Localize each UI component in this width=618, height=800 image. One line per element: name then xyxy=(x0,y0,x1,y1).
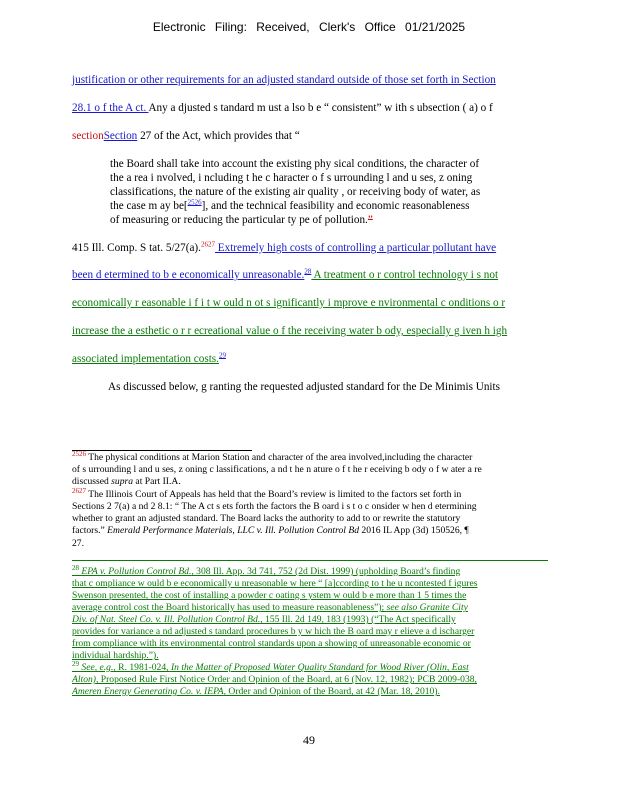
citation-text: 415 Ill. Comp. S tat. 5/27(a). xyxy=(72,242,201,254)
case-citation: Ameren Energy Generating Co. v. IEPA xyxy=(72,686,224,697)
quote-line-3: classifications, the nature of the existing air quality , or receiving body of water, as xyxy=(110,186,481,198)
footnote-3-line-8: individual hardship.”). xyxy=(72,650,159,661)
footnote-1-line-1 xyxy=(72,449,473,464)
body-line-6 xyxy=(72,296,505,310)
footnote-text: , 308 Ill. App. 3d 741, 752 (2d Dist. 1999) (upholding Board’s finding xyxy=(191,566,461,577)
inserted-text: Extremely high costs of controlling a particular pollutant have xyxy=(214,242,497,254)
footnote-2-line-3: whether to grant an adjusted standard. The Board lacks the authority to add to or rewrite the statutory xyxy=(72,513,461,524)
body-text: of measuring or reducing the particular ty pe of pollution. xyxy=(110,214,368,226)
footnote-1-line-3 xyxy=(72,476,181,488)
inserted-text: 28.1 o f the A ct. xyxy=(72,102,149,114)
footnote-text: The Illinois Court of Appeals has held that the Board’s review is limited to the factors set forth in xyxy=(86,489,462,500)
body-line-7 xyxy=(72,324,507,338)
footnote-2-line-2: Sections 2 7(a) a nd 2 8.1: “ The A ct s ets forth the factors the B oard i s t o c onsider w hen d etermining xyxy=(72,501,477,512)
body-text: ], and the technical feasibility and economic reasonableness xyxy=(201,200,470,212)
body-line-2 xyxy=(72,101,493,115)
footnote-text: at Part II.A. xyxy=(133,476,181,487)
footnote-ref[interactable]: 2627 xyxy=(200,240,215,249)
moved-footnote-rule xyxy=(72,560,548,561)
footnote-3-line-7: from compliance with its environmental control standards upon a showing of unreasonable economic or xyxy=(72,638,471,649)
footnote-text: The physical conditions at Marion Station and character of the area involved,including the character xyxy=(86,452,473,463)
body-text: Any a djusted s tandard m ust a lso b e “ consistent” w ith s ubsection ( a) o f xyxy=(148,102,493,114)
footnote-2-line-4 xyxy=(72,525,469,537)
footnote-text: factors.” xyxy=(72,525,108,536)
footnote-text: , Order and Opinion of the Board, at 42 (Mar. 18, 2010). xyxy=(223,686,440,697)
body-text: 27 of the Act, which provides that “ xyxy=(137,130,300,142)
inserted-text: Section xyxy=(103,130,138,142)
footnote-number: 28 xyxy=(72,563,79,572)
moved-text: economically r easonable i f i t w ould n ot s ignificantly i mprove e nvironmental c onditions o r xyxy=(72,297,506,309)
footnote-number: 2627 xyxy=(72,486,86,495)
case-citation: Emerald Performance Materials, LLC v. Ill. Pollution Control Bd xyxy=(107,525,359,536)
footnote-text: , 155 Ill. 2d 149, 183 (1993) (“The Act specifically xyxy=(260,614,456,625)
moved-text: A treatment o r control technology i s not xyxy=(311,269,499,281)
footnote-ref[interactable]: 29 xyxy=(218,351,226,360)
footnote-text: 2016 IL App (3d) 150526, ¶ xyxy=(359,525,469,536)
body-line-4 xyxy=(72,241,496,255)
quote-line-5 xyxy=(110,213,373,227)
case-citation: see also Granite City xyxy=(386,602,468,613)
case-citation: Div. of Nat. Steel Co. v. Ill. Pollution Control Bd. xyxy=(72,614,261,625)
footnote-4-line-3 xyxy=(72,686,440,698)
footnote-1-line-2: of s urrounding l and u ses, z oning c lassifications, a nd t he n ature o f t he r eceiving b ody o f w ater a re xyxy=(72,464,482,475)
footnote-3-line-3: Swenson presented, the cost of installing a powder c oating s ystem w ould b e more than 1 5 times the xyxy=(72,590,467,601)
footnote-3-line-2: that c ompliance w ould b e economically u nreasonable w here “ [a]ccording to t he u ncontested f igures xyxy=(72,578,478,589)
footnote-text: , Proposed Rule First Notice Order and Opinion of the Board, at 6 (Nov. 12, 1982); PCB 2009-038, xyxy=(95,674,477,685)
moved-text: associated implementation costs. xyxy=(72,353,219,365)
footnote-4-line-1 xyxy=(72,659,469,674)
case-citation: EPA v. Pollution Control Bd. xyxy=(79,566,192,577)
footnote-italic: supra xyxy=(111,476,134,487)
case-citation: Alton) xyxy=(72,674,96,685)
footnote-ref[interactable]: 2526 xyxy=(187,198,202,207)
footnote-2-line-5: 27. xyxy=(72,538,84,549)
footnote-number: 29 xyxy=(72,659,79,668)
inserted-text: been d etermined to b e economically unreasonable. xyxy=(72,269,305,281)
footnote-3-line-4 xyxy=(72,602,468,614)
body-text: the case m ay be[ xyxy=(110,200,188,212)
body-line-9: As discussed below, g ranting the requested adjusted standard for the De Minimis Units xyxy=(108,381,501,393)
footnote-ref[interactable]: 28 xyxy=(304,267,312,276)
body-line-1 xyxy=(72,73,496,87)
footnote-rule xyxy=(72,450,252,451)
quote-line-1: the Board shall take into account the existing phy sical conditions, the character of xyxy=(110,158,480,170)
case-citation: In the Matter of Proposed Water Quality Standard for Wood River (Olin, East xyxy=(170,662,469,673)
moved-text: increase the a esthetic o r r ecreational value o f the receiving water b ody, especially g iven h igh xyxy=(72,325,508,337)
body-line-8 xyxy=(72,352,226,366)
footnote-3-line-6: provides for variance a nd adjusted s tandard procedures b y w hich the B oard may r elieve a d ischarger xyxy=(72,626,475,637)
body-line-3 xyxy=(72,129,300,143)
quote-line-4 xyxy=(110,199,469,213)
footnote-4-line-2 xyxy=(72,674,477,686)
footnote-2-line-1 xyxy=(72,486,462,501)
footnote-text: discussed xyxy=(72,476,112,487)
footnote-text: , R. 1981-024, xyxy=(113,662,171,673)
signal-italic: See, e.g. xyxy=(79,662,114,673)
inserted-text: justification or other requirements for an adjusted standard outside of those set forth in Section xyxy=(72,74,496,86)
body-line-5 xyxy=(72,268,498,282)
footnote-3-line-5 xyxy=(72,614,456,626)
filing-header: Electronic Filing: Received, Clerk's Office 01/21/2025 xyxy=(152,20,466,34)
page-number: 49 xyxy=(303,733,315,747)
deleted-text: ” xyxy=(367,214,373,226)
footnote-number: 2526 xyxy=(72,449,86,458)
footnote-3-line-1 xyxy=(72,563,461,578)
deleted-text: section xyxy=(72,130,104,142)
quote-line-2: the a rea i nvolved, i ncluding t he c haracter o f s urrounding l and u ses, z oning xyxy=(110,172,473,184)
footnote-text: average control cost the Board historically has used to measure reasonableness”); xyxy=(72,602,387,613)
